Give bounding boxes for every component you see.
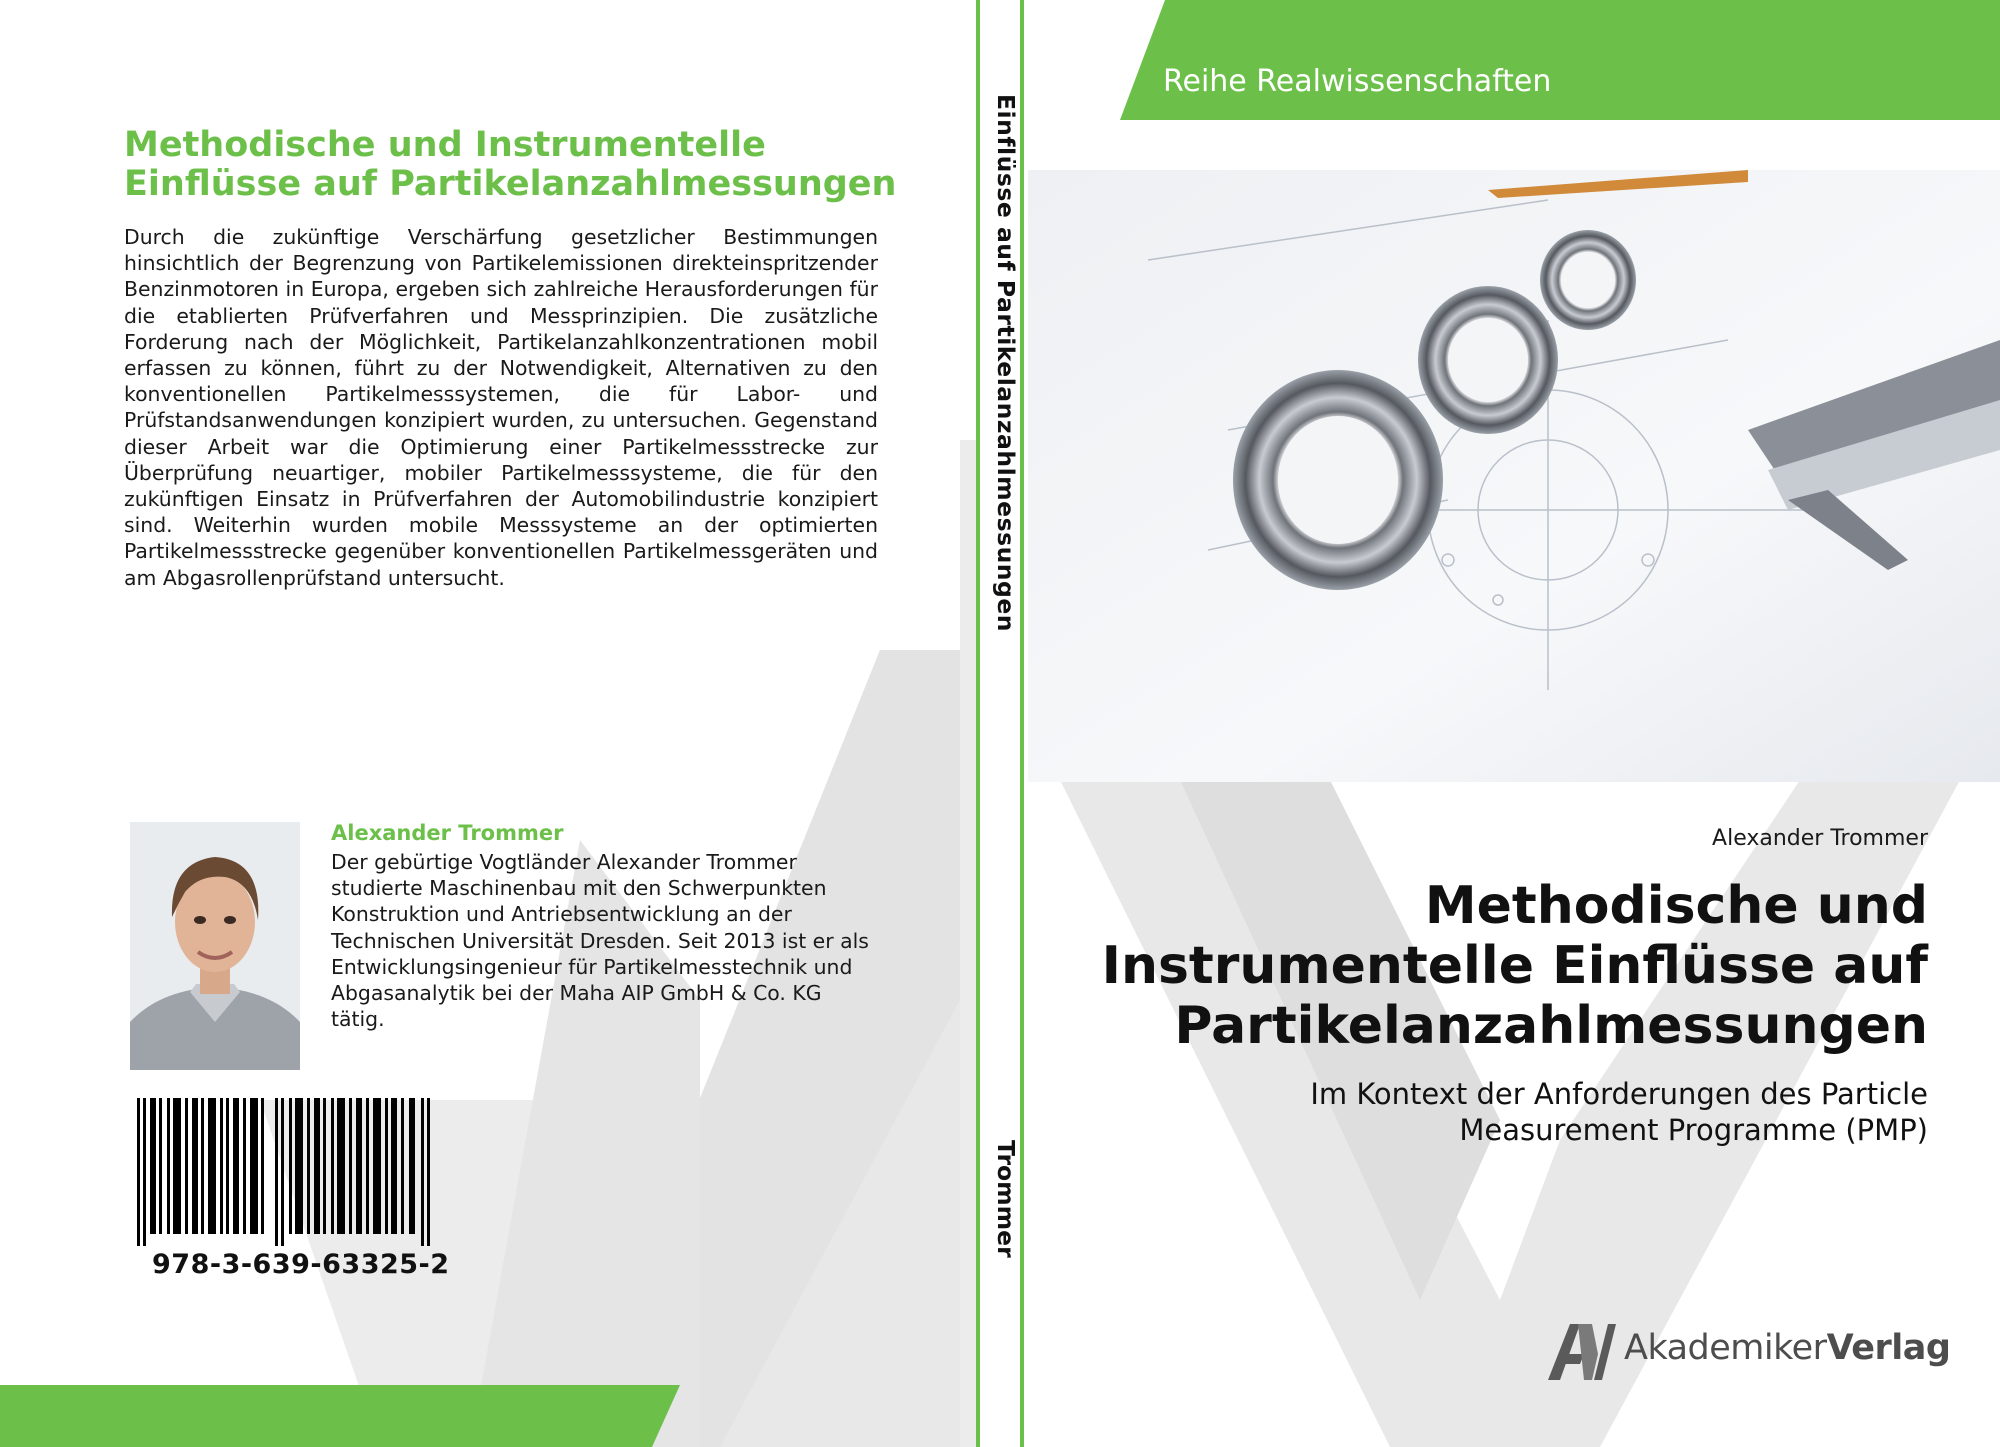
back-cover-green-band [0,1385,680,1447]
isbn-number: 978-3-639-63325-2 [152,1249,450,1280]
author-bio: Der gebürtige Vogtländer Alexander Trommer studierte Maschinenbau mit den Schwerpunkten Konstruktion und Antriebsentwicklung an der Technischen Universität Dresden. Seit 2013 ist er als Entwicklungsingenieur für Partikelmesstechnik und Abgasanalytik bei der Maha AIP GmbH & Co. KG tätig. [331,850,869,1032]
av-logo-icon [1548,1324,1616,1380]
author-name: Alexander Trommer [331,821,564,845]
front-title-line-2: Instrumentelle Einflüsse auf [1101,936,1928,996]
cover-photo [1028,170,2000,782]
series-band [1100,0,2000,120]
author-photo [130,822,300,1070]
front-title [1028,876,1928,1056]
publisher-name [1624,1328,1950,1368]
front-subtitle [1028,1076,1928,1148]
front-title-line-3: Partikelanzahlmessungen [1174,996,1928,1056]
publisher-name-part1: Akademiker [1624,1328,1827,1368]
publisher-name-part2: Verlag [1826,1328,1951,1368]
spine-title: Einflüsse auf Partikelanzahlmessungen [992,94,1020,633]
front-title-line-1: Methodische und [1424,876,1928,936]
spine-author: Trommer [992,1140,1020,1258]
back-cover-blurb: Durch die zukünftige Verschärfung gesetzlicher Bestimmungen hinsichtlich der Begrenzung von Partikelemissionen direkteinspritzender Benzinmotoren in Europa, ergeben sich zahlreiche Herausforderungen für die etablierten Prüfverfahren und Messprinzipien. Die zusätzliche Forderung nach der Möglichkeit, Partikelanzahlkonzentrationen mobil erfassen zu können, führt zu der Notwendigkeit, Alternativen zu den konventionellen Partikelmesssystemen, die für Labor- und Prüfstandsanwendungen konzipiert wurden, zu untersuchen. Gegenstand dieser Arbeit war die Optimierung einer Partikelmessstrecke zur Überprüfung neuartiger, mobiler Partikelmesssysteme, die für den zukünftigen Einsatz in Prüfverfahren der Automobilindustrie konzipiert sind. Weiterhin wurden mobile Messsysteme an der optimierten Partikelmessstrecke gegenüber konventionellen Partikelmessgeräten und am Abgasrollenprüfstand untersucht. [124,225,878,590]
series-label: Reihe Realwissenschaften [1163,64,1552,99]
front-author: Alexander Trommer [1712,826,1928,851]
back-cover-title: Methodische und Instrumentelle Einflüsse auf Partikelanzahlmessungen [124,125,897,204]
front-subtitle-line-2: Measurement Programme (PMP) [1459,1113,1928,1147]
isbn-barcode [137,1098,431,1246]
front-subtitle-line-1: Im Kontext der Anforderungen des Particle [1310,1077,1928,1111]
